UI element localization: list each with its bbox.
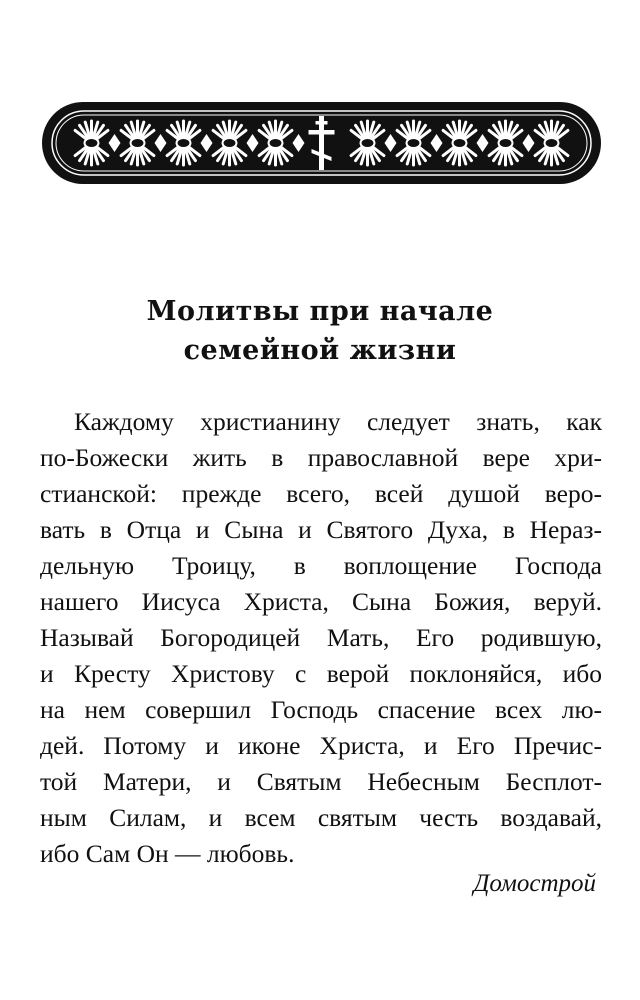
attribution: Домострой — [473, 870, 596, 897]
page-title-line-2: семейной жизни — [183, 335, 457, 366]
paragraph-line: вать в Отца и Сына и Святого Духа, в Нераз- — [40, 515, 602, 544]
page-title-line-1: Молитвы при начале — [146, 296, 494, 327]
ornamental-header-band — [40, 98, 603, 188]
paragraph — [40, 404, 602, 872]
paragraph-line: ибо Сам Он — любовь. — [40, 839, 295, 868]
paragraph-line: ным Силам, и всем святым честь воздавай, — [40, 803, 602, 832]
paragraph-line: стианской: прежде всего, всей душой веро- — [40, 479, 602, 508]
paragraph-line: той Матери, и Святым Небесным Бесплот- — [40, 767, 602, 796]
paragraph-line: дей. Потому и иконе Христа, и Его Пречис- — [40, 731, 602, 760]
paragraph-line: и Кресту Христову с верой поклоняйся, ибо — [40, 659, 602, 688]
paragraph-line: Называй Богородицей Мать, Его родившую, — [40, 623, 602, 652]
paragraph-line: Каждому христианину следует знать, как — [74, 407, 602, 436]
paragraph-line: по-Божески жить в православной вере хри- — [40, 443, 602, 472]
paragraph-line: на нем совершил Господь спасение всех лю- — [40, 695, 602, 724]
paragraph-line: нашего Иисуса Христа, Сына Божия, веруй. — [40, 587, 602, 616]
paragraph-line: дельную Троицу, в воплощение Господа — [40, 551, 602, 580]
